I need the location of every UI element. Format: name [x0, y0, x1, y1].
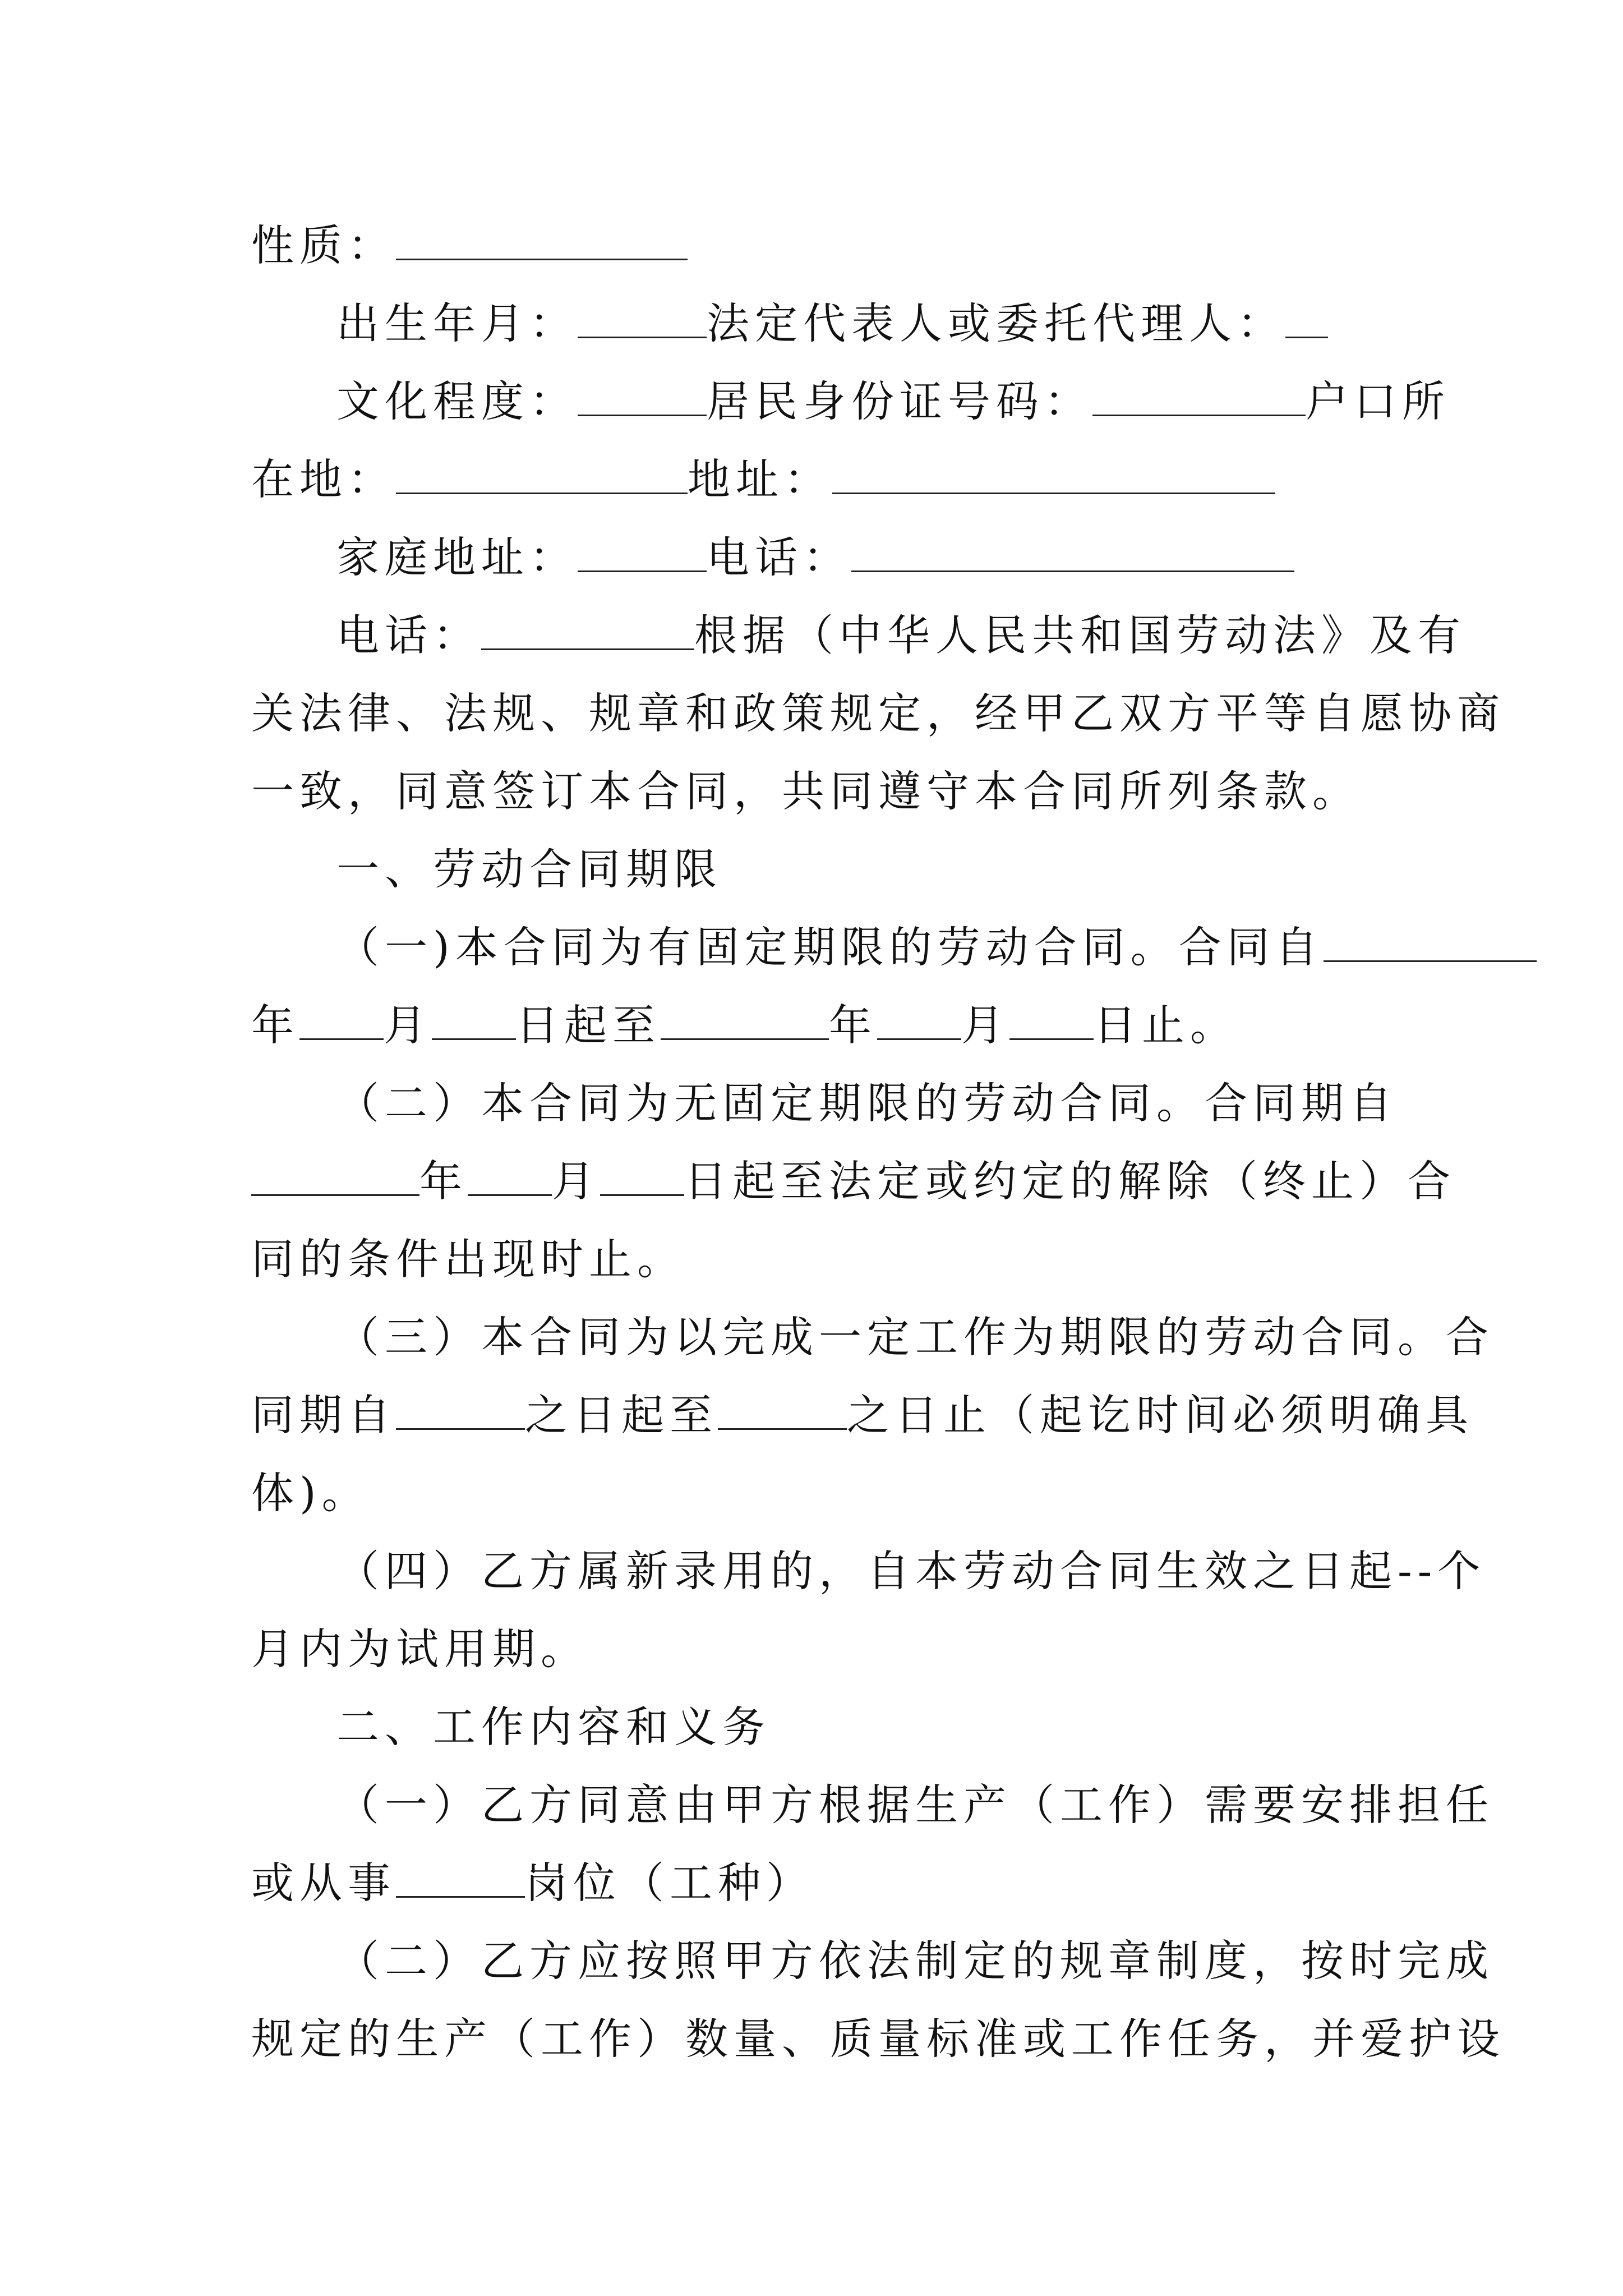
label-nature: 性质：: [251, 220, 396, 270]
section-title-duties: [251, 1688, 1395, 1766]
text-duty-rules: （二）乙方应按照甲方依法制定的规章制度，按时完成: [336, 1936, 1494, 1986]
label-task-from: 同期自: [251, 1390, 396, 1440]
line-duty-2: [251, 1844, 1395, 1922]
section-title-term: [251, 830, 1395, 908]
blank-position[interactable]: [396, 1862, 525, 1898]
label-address: 地址：: [688, 454, 832, 504]
line-open-term-2: [251, 1142, 1456, 1220]
text-task-term-end: 体)。: [251, 1468, 370, 1518]
label-month-3: 月: [552, 1156, 600, 1206]
label-phone-2: 电话：: [336, 610, 481, 660]
label-id-number: 居民身份证号码：: [707, 376, 1092, 426]
blank-id-number[interactable]: [1092, 381, 1306, 416]
label-month-2: 月: [961, 1000, 1009, 1050]
blank-task-start[interactable]: [396, 1395, 525, 1430]
label-household-part1: 户口所: [1306, 376, 1450, 426]
line-fixed-term-2: [251, 986, 1395, 1064]
line-duty-1: [251, 1766, 1494, 1844]
blank-fixed-end-day[interactable]: [1009, 1005, 1094, 1040]
label-birth: 出生年月：: [336, 298, 578, 348]
text-open-term-cont: 日起至法定或约定的解除（终止）合: [684, 1156, 1456, 1206]
label-phone-1: 电话：: [707, 532, 851, 582]
line-preamble-2: [251, 674, 1505, 752]
blank-fixed-start-year-prefix[interactable]: [1324, 927, 1537, 962]
text-preamble-end: 一致，同意签订本合同，共同遵守本合同所列条款。: [251, 766, 1361, 816]
line-duty-3: [251, 1922, 1494, 2000]
line-probation-1: [251, 1532, 1486, 1610]
line-home: [251, 518, 1395, 596]
blank-fixed-end-month[interactable]: [877, 1005, 961, 1040]
blank-task-end[interactable]: [718, 1395, 847, 1430]
blank-representative[interactable]: [1285, 303, 1328, 338]
line-task-term-1: [251, 1298, 1494, 1376]
label-year-1: 年: [251, 1000, 299, 1050]
line-open-term-1: [251, 1064, 1398, 1142]
heading-contract-term: 一、劳动合同期限: [336, 844, 722, 894]
text-duty-rules-cont: 规定的生产（工作）数量、质量标准或工作任务，并爱护设: [251, 2014, 1505, 2064]
label-representative: 法定代表人或委托代理人：: [707, 298, 1285, 348]
text-open-term-end: 同的条件出现时止。: [251, 1234, 685, 1284]
label-day-to: 日起至: [516, 1000, 661, 1050]
text-duty-assignment: （一）乙方同意由甲方根据生产（工作）需要安排担任: [336, 1780, 1494, 1830]
blank-fixed-start-month[interactable]: [299, 1005, 384, 1040]
line-birth: [251, 284, 1395, 362]
text-probation: （四）乙方属新录用的，自本劳动合同生效之日起--个: [336, 1546, 1486, 1596]
heading-work-duties: 二、工作内容和义务: [336, 1702, 771, 1752]
line-location: [251, 440, 1395, 518]
blank-phone-2[interactable]: [481, 615, 694, 650]
blank-education[interactable]: [578, 381, 707, 416]
label-month-1: 月: [384, 1000, 432, 1050]
contract-page: [251, 206, 1505, 2078]
blank-open-start-month[interactable]: [468, 1161, 552, 1196]
line-preamble-3: [251, 752, 1395, 830]
label-engage-in: 或从事: [251, 1858, 396, 1908]
line-probation-2: [251, 1610, 1395, 1688]
text-preamble-start: 根据（中华人民共和国劳动法》及有: [694, 610, 1466, 660]
line-education: [251, 362, 1450, 440]
label-education: 文化程度：: [336, 376, 578, 426]
blank-fixed-start-day[interactable]: [432, 1005, 516, 1040]
blank-open-start-year[interactable]: [251, 1161, 419, 1196]
line-open-term-3: [251, 1220, 1395, 1298]
blank-fixed-end-year[interactable]: [661, 1005, 829, 1040]
label-home-address: 家庭地址：: [336, 532, 578, 582]
line-duty-4: [251, 2000, 1505, 2078]
text-fixed-term: （一)本合同为有固定期限的劳动合同。合同自: [336, 922, 1324, 972]
text-open-term: （二）本合同为无固定期限的劳动合同。合同期自: [336, 1078, 1398, 1128]
text-task-term-cont: 之日止（起讫时间必须明确具: [847, 1390, 1474, 1440]
blank-open-start-day[interactable]: [600, 1161, 684, 1196]
text-probation-end: 月内为试用期。: [251, 1624, 589, 1674]
line-fixed-term-1: [251, 908, 1395, 986]
line-phone: [251, 596, 1466, 674]
label-task-to: 之日起至: [525, 1390, 718, 1440]
blank-household[interactable]: [396, 459, 688, 494]
line-task-term-2: [251, 1376, 1474, 1454]
blank-phone-1[interactable]: [851, 537, 1294, 572]
label-year-3: 年: [419, 1156, 468, 1206]
blank-nature[interactable]: [396, 225, 688, 260]
label-position: 岗位（工种）: [525, 1858, 814, 1908]
line-nature: [251, 206, 1395, 284]
blank-home-address[interactable]: [578, 537, 707, 572]
line-task-term-3: [251, 1454, 1395, 1532]
label-year-2: 年: [829, 1000, 877, 1050]
blank-address[interactable]: [832, 459, 1275, 494]
label-day-end: 日止。: [1094, 1000, 1238, 1050]
text-task-term: （三）本合同为以完成一定工作为期限的劳动合同。合: [336, 1312, 1494, 1362]
text-preamble-middle: 关法律、法规、规章和政策规定，经甲乙双方平等自愿协商: [251, 688, 1505, 738]
blank-birth[interactable]: [578, 303, 707, 338]
label-household-part2: 在地：: [251, 454, 396, 504]
